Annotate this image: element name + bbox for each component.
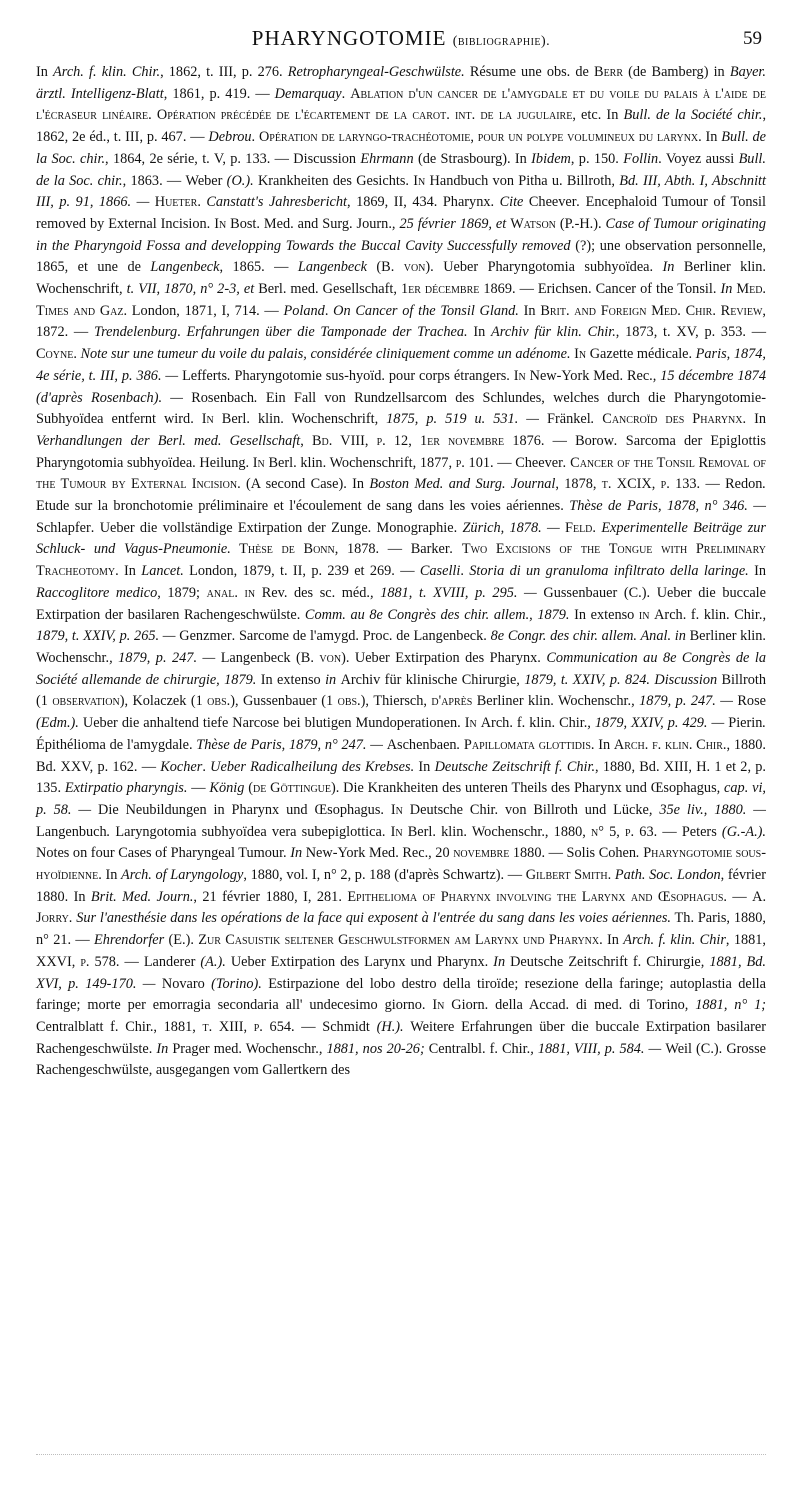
plain-text: New-York Med. Rec. (305, 845, 429, 862)
page-number: 59 (743, 28, 762, 49)
author-name: Coyne (36, 346, 74, 363)
italic-title: (A.). (195, 953, 231, 970)
plain-text: Thiersch (373, 693, 424, 710)
italic-title: , 1881, t. XVIII, p. 295. — (370, 584, 544, 601)
plain-text: . (460, 563, 470, 580)
plain-text: (E.). (164, 932, 199, 949)
italic-title: In (716, 281, 737, 298)
plain-text: Solis Cohen (566, 845, 637, 862)
plain-text: Arch. f. klin. Chir. (654, 606, 763, 623)
plain-text: Gazette médicale. (589, 346, 693, 363)
italic-title: , 25 février 1869, et (391, 215, 511, 232)
plain-text: Bost. Med. and Surg. Journ. (230, 215, 392, 232)
plain-text: Schmidt (322, 1018, 370, 1035)
italic-title: , 1881, nos 20-26; (318, 1040, 429, 1057)
plain-text: Ueber die vollständige Extirpation der Zunge. Monographie. (99, 519, 458, 536)
italic-title: . (762, 476, 766, 493)
plain-text: Ein Fall von Rundzellsarcom des Schlundes, welches durch die Pharyngotomie-Subhyoïdea entfernt wird. (36, 389, 767, 428)
plain-text: Landerer (143, 953, 196, 970)
running-title-subtitle: (bibliographie). (452, 34, 551, 49)
author-name: , d'après (423, 693, 477, 710)
italic-title: Kocher (160, 758, 203, 775)
italic-title: , 1881, VIII, p. 584. — (530, 1040, 666, 1057)
italic-title: , 1879, t. XXIV, p. 265. — (36, 606, 767, 645)
plain-text: , 1880. Bd. XXV, p. 162. — (36, 736, 767, 775)
plain-text: Notes on four Cases of Pharyngeal Tumour. (36, 845, 287, 862)
italic-title: Note sur une tumeur du voile du palais, considérée cliniquement comme un adénome. (80, 346, 571, 363)
italic-title: Arch. of Laryngology (121, 867, 244, 884)
author-name: In (509, 367, 530, 384)
plain-text: In extenso (260, 671, 321, 688)
author-name: Cancroïd des Pharynx. (602, 411, 747, 428)
italic-title: . (106, 823, 116, 840)
plain-text: In (701, 129, 722, 146)
author-name: Brit. and Foreign Med. Chir. Review (540, 302, 763, 319)
italic-title: Arch. f. klin. Chir. (53, 64, 161, 80)
plain-text: London, 1871, I, 714. — (127, 302, 284, 319)
author-name: In (210, 215, 231, 232)
plain-text: , p. 150. (570, 150, 624, 167)
italic-title: Ueber Radicalheilung des Krebses. (210, 758, 415, 775)
author-name: Feld (565, 519, 593, 536)
italic-title: , 1879, XXIV, p. 429. — (587, 715, 729, 732)
italic-title: , t. VII, 1870, n° 2-3, et (119, 281, 259, 298)
italic-title: Bull. de la Soc. chir. (36, 150, 766, 189)
author-name: , 1er décembre 1869. — (393, 281, 538, 298)
plain-text: — (727, 888, 753, 905)
italic-title: , 1875, p. 519 u. 531. — (374, 411, 548, 428)
plain-text: (A second Case). In (240, 476, 370, 493)
italic-title: In (488, 953, 511, 970)
italic-title: Archiv für klin. Chir. (491, 324, 616, 341)
plain-text: Weil (665, 1040, 692, 1057)
author-name: , 1879; anal. in (157, 584, 262, 601)
italic-title: , 1879, p. 247. — (631, 693, 738, 710)
author-name: In (385, 823, 408, 840)
plain-text: (de Bamberg) in (623, 64, 730, 80)
plain-text: Berl. med. Gesellschaft (258, 281, 394, 298)
plain-text: London, 1879, t. II, p. 239 et 269. — (183, 563, 420, 580)
italic-title: . (762, 715, 766, 732)
plain-text: In (414, 758, 435, 775)
plain-text: Berl. klin. Wochenschr. (407, 823, 545, 840)
italic-title: . (614, 432, 626, 449)
plain-text: Redon (725, 476, 763, 493)
italic-title: Communication au 8e Congrès de la Société allemande de chirurgie, 1879. (36, 649, 766, 688)
plain-text: Lefferts (182, 367, 228, 384)
author-name: (1 obs.), (316, 693, 374, 710)
plain-text: Deutsche Zeitschrift f. Chirurgie (510, 953, 701, 970)
plain-text: Fränkel (547, 411, 591, 428)
footer-rule (36, 1454, 766, 1455)
plain-text: Borow (575, 432, 615, 449)
plain-text: (?); une observation personnelle, 1865, et une de (36, 237, 766, 276)
author-name: . (90, 519, 100, 536)
author-name: Hueter (154, 194, 198, 211)
author-name: Opération de laryngo-trachéotomie, pour un polype volumineux du larynx. (258, 129, 702, 146)
author-name: Two Excisions of the Tongue with Preliminary Tracheotomy. (36, 541, 766, 580)
plain-text: Billroth (721, 671, 766, 688)
italic-title: Case of Tumour originating in the Pharyngoid Fossa and developping Towards the Buccal Cavity Successfully removed (36, 215, 766, 254)
plain-text: Langenbeck (220, 649, 291, 666)
plain-text: In (101, 867, 122, 884)
plain-text: Berl. klin. Wochenschrift (221, 411, 375, 428)
plain-text: , 1880, Bd. XIII, H. 1 et 2, p. 135. (36, 758, 766, 797)
italic-title: , Bd. III, Abth. I, Abschnitt III, p. 91, 1866. — (36, 172, 766, 211)
plain-text: Handbuch von Pitha u. Billroth (429, 172, 612, 189)
plain-text: . (197, 194, 207, 211)
italic-title: Zürich, 1878. — (457, 519, 566, 536)
italic-title: , 1879, t. XXIV, p. 824. Discussion (516, 671, 722, 688)
italic-title: . (590, 411, 603, 428)
italic-title: . (253, 389, 266, 406)
plain-text: , 1862, t. III, p. 276. (160, 64, 288, 80)
italic-title: On Cancer of the Tonsil Gland. (333, 302, 519, 319)
plain-text: Th. Paris, 1880, n° 21. — (36, 910, 766, 949)
plain-text: Weitere Erfahrungen über die buccale Extirpation basilarer Rachengeschwülste. (36, 1018, 766, 1057)
plain-text: , etc. In (572, 107, 624, 124)
italic-title: Trendelenburg (93, 324, 178, 341)
plain-text: , 1872. — (36, 302, 766, 341)
italic-title: Debrou (208, 129, 252, 146)
plain-text: In (748, 563, 766, 580)
plain-text: In (467, 324, 492, 341)
plain-text: Pharynx. (442, 194, 495, 211)
plain-text: In (602, 932, 624, 949)
italic-title: Lancet. (141, 563, 184, 580)
plain-text: Die Krankheiten des unteren Theils des Pharynx und Œsophagus (343, 780, 717, 797)
italic-title: . (576, 194, 586, 211)
plain-text: Épithélioma de l'amygdale. (36, 736, 193, 753)
italic-title: (O.). (222, 172, 258, 189)
plain-text: Centralbl. f. Chir. (428, 1040, 531, 1057)
italic-title: . (449, 541, 462, 558)
plain-text: Novaro (161, 975, 205, 992)
author-name: (C.). (617, 584, 657, 601)
italic-title: (H.). (369, 1018, 411, 1035)
italic-title: , 15 décembre 1874 (d'après Rosenbach). — (36, 367, 766, 406)
italic-title: Bull. de la Soc. chir. (36, 129, 767, 167)
italic-title: Deutsche Zeitschrift f. Chir. (434, 758, 596, 775)
author-name: , 1877, p. 101. — (412, 454, 516, 471)
author-name: Gilbert Smith (525, 867, 608, 884)
italic-title: Sur l'anesthésie dans les opérations de la face qui exposent à l'entrée du sang dans les voies aériennes. (76, 910, 671, 927)
plain-text: Ueber Extirpation des Larynx und Pharynx. (230, 953, 489, 970)
plain-text: . (592, 519, 602, 536)
plain-text: , 1865. — (219, 259, 298, 276)
author-name: (de Göttingue). (244, 780, 344, 797)
italic-title: Experimentelle Beiträge zur Schluck- und Vagus-Pneumonie. (36, 519, 766, 558)
author-name: in (634, 606, 655, 623)
author-name: In (193, 411, 222, 428)
author-name: Med. Times and Gaz. (36, 281, 767, 319)
italic-title: Caselli (419, 563, 461, 580)
author-name: Watson (510, 215, 556, 232)
plain-text: Ueber die buccale Extirpation der basilaren Rachengeschwülste. (36, 584, 766, 623)
italic-title: Comm. au 8e Congrès des chir. allem., 1879. (300, 606, 575, 623)
plain-text: Estirpazione del lobo destro della tiroïde; resezione della faringe; autoplastia della faringe; morte per emorragia secondaria all' undecesimo giorno. (36, 975, 766, 1014)
italic-title: 8e Congr. des chir. allem. Anal. in (486, 628, 690, 645)
plain-text: Gussenbauer (242, 693, 317, 710)
plain-text: Peters (681, 823, 717, 840)
author-name: Cancer of the Tonsil Removal of the Tumour by External Incision. (36, 454, 766, 493)
plain-text: In extenso (574, 606, 635, 623)
italic-title: Erfahrungen über die Tamponade der Trachea. (186, 324, 468, 341)
plain-text: In (746, 411, 766, 428)
plain-text: . (251, 129, 259, 146)
plain-text: Sarcome de l'amygd. Proc. de Langenbeck. (238, 628, 487, 645)
plain-text: In (118, 563, 142, 580)
plain-text: , 1880, vol. I, n° 2, p. 188 (d'après Schwartz). — (243, 867, 526, 884)
plain-text: Gussenbauer (543, 584, 618, 601)
author-name: Arch. f. klin. Chir. (613, 736, 727, 753)
author-name: (1 obs.), (186, 693, 243, 710)
italic-title: König (209, 780, 245, 797)
author-name: Epithelioma of Pharynx involving the Larynx and Œsophagus. (347, 888, 728, 905)
running-header (36, 26, 766, 56)
plain-text: Ueber Pharyngotomia subhyoïdea. (443, 259, 654, 276)
plain-text: (P.-H.). (555, 215, 606, 232)
plain-text: Berliner klin. Wochenschr. (476, 693, 632, 710)
plain-text: , 21 février 1880, I, 281. (193, 888, 348, 905)
italic-title: Arch. f. klin. Chir (623, 932, 726, 949)
plain-text: Archiv für klinische Chirurgie (340, 671, 517, 688)
plain-text: Laryngotomia subhyoïdea vera subepiglottica. (115, 823, 386, 840)
italic-title: , 1881, Bd. XVI, p. 149-170. — (36, 953, 766, 992)
author-name: , 1863. — (122, 172, 186, 189)
author-name: , 1869, II, 434. (347, 194, 443, 211)
plain-text: Giorn. della Accad. di med. di Torino (451, 997, 685, 1014)
plain-text: Pierin (728, 715, 763, 732)
plain-text: . (177, 324, 187, 341)
plain-text: Genzmer (179, 628, 232, 645)
author-name: . (587, 281, 596, 298)
italic-title: Boston Med. and Surg. Journal (369, 476, 556, 493)
plain-text: Arch. f. klin. Chir. (480, 715, 588, 732)
italic-title: Retropharyngeal-Geschwülste. (287, 64, 465, 80)
plain-text: . (324, 302, 334, 319)
plain-text: Encephaloid Tumour of Tonsil removed by External Incision. (36, 194, 766, 232)
italic-title: In (653, 259, 684, 276)
plain-text: , 1873, t. XV, p. 353. — (615, 324, 766, 341)
plain-text: In (518, 302, 541, 319)
italic-title: Langenbeck (150, 259, 220, 276)
plain-text: Langenbuch (36, 823, 107, 840)
plain-text: Ueber Extirpation des Pharynx. (354, 649, 541, 666)
italic-title: Follin (623, 150, 659, 167)
italic-title: (G.-A.). (716, 823, 766, 840)
plain-text: Berl. klin. Wochenschrift (268, 454, 413, 471)
italic-title: , cap. vi, p. 58. — (36, 780, 766, 818)
plain-text: Prager med. Wochenschr. (172, 1040, 319, 1057)
plain-text: . (341, 85, 351, 102)
author-name: Zur Casuistik seltener Geschwulstformen am Larynx und Pharynx. (198, 932, 603, 949)
plain-text: Rev. des sc. méd. (261, 584, 370, 601)
author-name: Pharyngotomie sous-hyoïdienne. (36, 845, 766, 884)
author-name: In (409, 172, 430, 189)
plain-text: In (594, 736, 614, 753)
italic-title: Verhandlungen der Berl. med. Gesellschaft (36, 432, 301, 449)
plain-text: Erichsen (537, 281, 588, 298)
italic-title: . (456, 736, 464, 753)
italic-title: Ehrmann (360, 150, 414, 167)
plain-text: In (36, 64, 54, 80)
author-name: (C.). (691, 1040, 727, 1057)
author-name: A. Jorry (36, 888, 767, 927)
author-name: Ablation d'un cancer de l'amygdale et du voile du palais à l'aide de l'écraseur linéaire. Opération précédée de l'écartement de la carot. int. de la jugulaire (36, 85, 766, 124)
author-name: (B. von). (366, 259, 444, 276)
author-name: Berr (594, 64, 624, 80)
plain-text: Krankheiten des Gesichts. (257, 172, 410, 189)
author-name: Thèse de Bonn, 1878. — (230, 541, 411, 558)
author-name: In (383, 801, 410, 818)
italic-title: In (152, 1040, 173, 1057)
plain-text: Sarcoma der Epiglottis Pharyngotomia subhyoïdea. Heilung. (36, 432, 766, 471)
italic-title: Bull. de la Société chir. (623, 107, 763, 124)
plain-text: , 1864, 2e série, t. V, p. 133. — Discussion (105, 150, 361, 167)
plain-text: Rose (737, 693, 766, 710)
author-name: In (460, 715, 481, 732)
italic-title: Poland (283, 302, 325, 319)
italic-title: Cite (494, 194, 529, 211)
plain-text: Grosse Rachengeschwülste, ausgegangen vom Gallertkern des (36, 1040, 767, 1079)
plain-text: Cheever (515, 454, 563, 471)
plain-text: . (202, 758, 211, 775)
italic-title: Brit. Med. Journ. (90, 888, 194, 905)
italic-title: , 1879, p. 247. — (109, 649, 221, 666)
plain-text: Centralblatt f. Chir. (36, 1018, 154, 1035)
bibliography-paragraph (36, 62, 766, 1082)
plain-text: Pharyngotomie sus-hyoïd. pour corps étrangers. (234, 367, 510, 384)
italic-title: Demarquay (274, 85, 342, 102)
plain-text: (de Strasbourg). In (413, 150, 532, 167)
italic-title: . (227, 367, 235, 384)
italic-title: , 35e liv., 1880. — (648, 801, 766, 818)
plain-text: Ueber die anhaltend tiefe Narcose bei blutigen Mundoperationen. (82, 715, 461, 732)
plain-text: Aschenbaen (386, 736, 457, 753)
plain-text: Deutsche Chir. von Billroth und Lücke (409, 801, 649, 818)
italic-title: Bayer. ärztl. Intelligenz-Blatt (36, 64, 766, 102)
author-name: In (570, 346, 590, 363)
plain-text: , février 1880. In (36, 867, 766, 905)
plain-text: Résume une obs. de (464, 64, 595, 80)
plain-text: Weber (185, 172, 223, 189)
author-name: In (249, 454, 269, 471)
author-name: , 20 novembre 1880. — (428, 845, 567, 862)
italic-title: Raccoglitore medico (36, 584, 158, 601)
bibliography-text (36, 62, 766, 1082)
running-title (36, 26, 766, 51)
italic-title: (Edm.). (36, 715, 83, 732)
author-name: , 1881, XXVI, p. 578. — (36, 932, 766, 970)
italic-title: Langenbeck (297, 259, 367, 276)
author-name: , Bd. VIII, p. 12, 1er novembre 1876. — (300, 432, 576, 449)
author-name: (B. von). (290, 649, 355, 666)
plain-text: Rosenbach (191, 389, 254, 406)
author-name: Papillomata glottidis. (463, 736, 595, 753)
italic-title: Thèse de Paris, 1878, n° 346. — (563, 498, 766, 515)
plain-text: Barker (410, 541, 450, 558)
plain-text: Etude sur la bronchotomie préliminaire et l'écoulement de sang dans les voies aériennes. (36, 498, 564, 515)
italic-title: Paris, 1874, 4e série, t. III, p. 386. — (36, 346, 766, 384)
running-title-main: PHARYNGOTOMIE (251, 26, 447, 50)
plain-text: Schlapfer (36, 519, 91, 536)
italic-title: Storia di un granuloma infiltrato della laringe. (469, 563, 749, 580)
plain-text: . (73, 346, 81, 363)
plain-text: Berliner klin. Wochenschr. (36, 628, 766, 666)
italic-title: (Torino). (204, 975, 269, 992)
plain-text: Cancer of the Tonsil. (595, 281, 717, 298)
italic-title: Canstatt's Jahresbericht (206, 194, 348, 211)
italic-title: Ibidem (531, 150, 571, 167)
author-name: . (231, 628, 239, 645)
italic-title: In (286, 845, 306, 862)
italic-title: , 1881, n° 1; (684, 997, 766, 1014)
author-name: , 1878, t. XCIX, p. 133. — (555, 476, 726, 493)
italic-title: Path. Soc. London (614, 867, 721, 884)
plain-text: . (68, 910, 77, 927)
plain-text: . (607, 867, 615, 884)
italic-title: in (320, 671, 341, 688)
plain-text: . Voyez aussi (658, 150, 739, 167)
author-name: , 1881, t. XIII, p. 654. — (153, 1018, 323, 1035)
italic-title: . (636, 845, 644, 862)
plain-text: Kolaczek (132, 693, 187, 710)
italic-title: Extirpatio pharyngis. (64, 780, 188, 797)
italic-title: . (562, 454, 571, 471)
author-name: , 1880, n° 5, p. 63. — (544, 823, 682, 840)
plain-text: — (187, 780, 210, 797)
plain-text: , 1861, p. 419. — (163, 85, 275, 102)
italic-title: Thèse de Paris, 1879, n° 247. — (192, 736, 387, 753)
italic-title: Ehrendorfer (94, 932, 165, 949)
plain-text: Cheever (528, 194, 577, 211)
plain-text: Die Neubildungen in Pharynx und Œsophagus. (98, 801, 384, 818)
plain-text: Berliner klin. Wochenschrift (36, 259, 766, 298)
plain-text: , 1862, 2e éd., t. III, p. 467. — (36, 107, 767, 146)
plain-text: New-York Med. Rec. (529, 367, 653, 384)
author-name: In (425, 997, 452, 1014)
author-name: (1 observation), (36, 693, 133, 710)
